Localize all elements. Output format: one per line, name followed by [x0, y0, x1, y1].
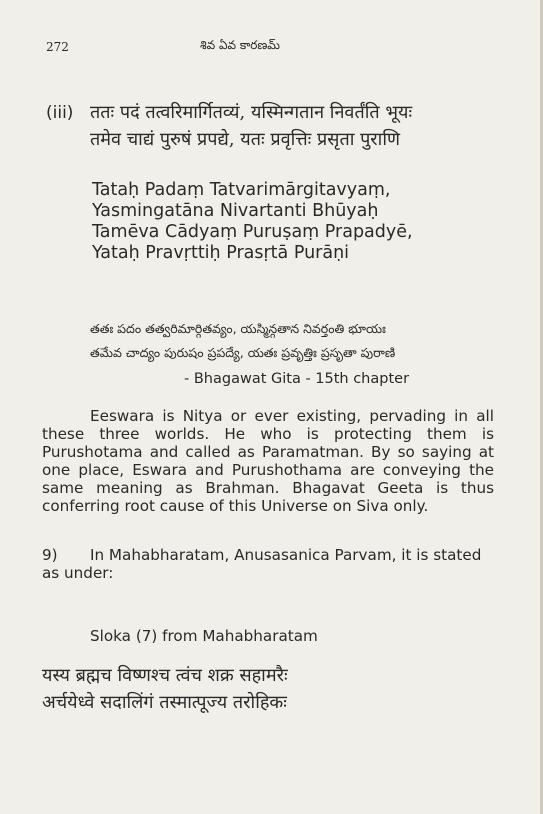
transliteration-line: Tataḥ Padaṃ Tatvarimārgitavyaṃ, [92, 180, 391, 200]
telugu-line: తతః పదం తత్వరిమార్గితవ్యం, యస్మిన్గతాన నివర్తంతి భూయః [90, 321, 386, 336]
sanskrit-verse-9 [42, 662, 288, 716]
telugu-verse-block [90, 317, 395, 365]
verse-line: तमेव चाद्यं पुरुषं प्रपद्ये, यतः प्रवृत्तिः प्रसृता पुराणि [90, 129, 401, 150]
running-title: శివ ఏవ కారణమ్ [200, 38, 280, 52]
transliteration-line: Yataḥ Pravṛttiḥ Prasṛtā Purāṇi [92, 243, 350, 263]
verse-line: ततः पदं तत्वरिमार्गितव्यं, यस्मिन्गतान निवर्तंति भूयः [90, 102, 413, 123]
sloka-heading: Sloka (7) from Mahabharatam [90, 627, 318, 645]
sanskrit-verse-iii [90, 99, 412, 153]
verse-line: यस्य ब्रह्मच विष्णश्च त्वंच शक्र सहामरैः [42, 665, 288, 686]
page-number: 272 [46, 40, 69, 54]
item-number-9: 9) [42, 546, 58, 564]
transliteration-line: Tamēva Cādyaṃ Puruṣaṃ Prapadyē, [92, 222, 413, 242]
telugu-line: తమేవ చాద్యం పురుషం ప్రపద్యే, యతః ప్రవృత్తిః ప్రసృతా పురాణి [90, 345, 396, 360]
verse-line: अर्चयेध्वे सदालिंगं तस्मात्पूज्य तरोहिकः [42, 692, 287, 713]
explanation-paragraph: Eeswara is Nitya or ever existing, pervading in all these three worlds. He who is protecting them is Purushotama and called as Paramatman. By so saying at one place, Eswara and Purushothama are conveying the same meaning as Brahman. Bhagavat Geeta is thus conferring root cause of this Universe on Siva only. [42, 407, 494, 515]
item-marker-iii: (iii) [46, 103, 74, 123]
transliteration-line: Yasmingatāna Nivartanti Bhūyaḥ [92, 201, 379, 221]
verse-source: - Bhagawat Gita - 15th chapter [184, 371, 410, 387]
transliteration-block [92, 180, 413, 264]
item-9-text: In Mahabharatam, Anusasanica Parvam, it is stated as under: [42, 546, 482, 582]
